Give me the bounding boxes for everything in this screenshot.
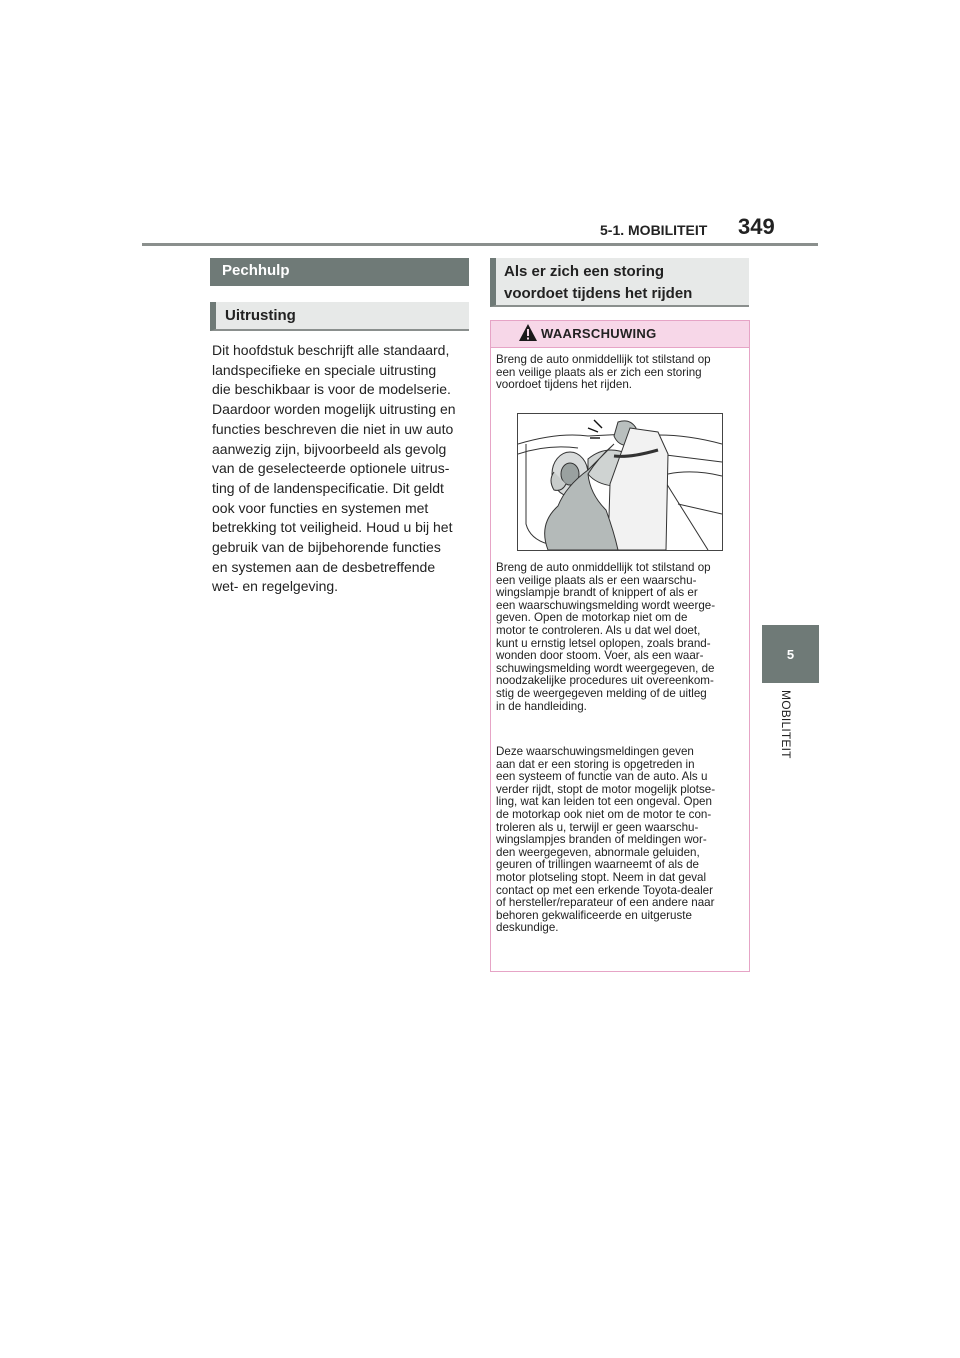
text-line: ook voor functies en systemen met [212,499,429,516]
text-line: landspecifieke en speciale uitrusting [212,361,437,378]
text-line: Breng de auto onmiddellijk tot stilstand op [496,561,711,574]
section-heading-storing [490,258,749,307]
text-line: Breng de auto onmiddellijk tot stilstand op [496,353,711,366]
text-line: geuren of trillingen waarneemt of als de [496,858,700,872]
text-line: een systeem of functie van de auto. Als u [496,770,708,784]
text-line: of hersteller/reparateur of een andere naar [496,896,715,910]
text-line: betrekking tot veiligheid. Houd u bij het [212,519,453,536]
page-number: 349 [738,214,775,239]
heading-line: Als er zich een storing [504,263,665,280]
text-line: Dit hoofdstuk beschrijft alle standaard, [212,342,450,358]
text-line: wingslampjes branden of meldingen wor- [496,833,707,847]
text-line: contact op met een erkende Toyota-dealer [496,883,713,897]
warning-paragraph-3 [496,746,746,935]
text-line: motor plotseling stopt. Neem in dat geval [496,870,707,884]
text-line: die beschikbaar is voor de modelserie. [212,381,451,398]
text-line: behoren gekwalificeerde en uitgeruste [496,908,692,922]
text-line: troleren als u, terwijl er geen waarschu- [496,820,699,834]
text-line: noodzakelijke procedures uit overeenkom- [496,674,714,688]
warning-paragraph-1 [496,354,746,392]
chapter-label [775,690,795,790]
text-line: den weergegeven, abnormale geluiden, [496,845,700,859]
section-title: 5-1. MOBILITEIT [600,222,708,238]
text-line: gebruik van de bijbehorende functies [212,539,441,556]
text-line: kunt u ernstig letsel oplopen, zoals brand- [496,636,711,650]
text-line: een waarschuwingsmelding wordt weerge- [496,598,716,612]
text-line: wet- en regelgeving. [212,578,339,595]
text-line: ling, wat kan leiden tot een ongeval. Open [496,795,712,809]
text-line: functies beschreven die niet in uw auto [212,420,454,437]
warning-title: WAARSCHUWING [541,326,657,341]
text-line: de motorkap ook niet om de motor te con- [496,807,712,821]
text-line: geven. Open de motorkap niet om de [496,611,688,625]
text-line: ting of de landenspecificatie. Dit geldt [212,479,444,496]
text-line: deskundige. [496,921,559,935]
heading-line: voordoet tijdens het rijden [504,285,693,302]
text-line: wonden door stoom. Voer, als een waar- [496,649,704,663]
header-rule [142,243,818,246]
subsection-heading-uitrusting: Uitrusting [210,302,469,331]
text-line: aanwezig zijn, bijvoorbeeld als gevolg [212,440,447,457]
text-line: een veilige plaats als er een waarschu- [496,573,697,587]
text-line: aan dat er een storing is opgetreden in [496,757,695,771]
text-line: schuwingsmelding wordt weergegeven, de [496,661,715,675]
chapter-tab: 5 [762,625,819,683]
warning-paragraph-2 [496,562,746,713]
illustration-drawing [518,414,722,550]
driver-airbag-illustration [517,413,723,551]
text-line: en systemen aan de desbetreffende [212,558,436,575]
body-text [212,341,474,597]
warning-triangle-icon [518,323,538,342]
text-line: in de handleiding. [496,699,587,713]
text-line: van de geselecteerde optionele uitrus- [212,460,450,477]
text-line: verder rijdt, stopt de motor mogelijk plotse- [496,782,716,796]
section-heading-pechhulp: Pechhulp [210,258,469,286]
text-line: voordoet tijdens het rijden. [496,378,632,392]
text-line: motor te controleren. Als u dat wel doet, [496,623,701,637]
text-line: Deze waarschuwingsmeldingen geven [496,745,694,758]
text-line: wingslampje brandt of knippert of als er [496,586,698,600]
text-line: een veilige plaats als er zich een storing [496,365,702,379]
text-line: Daardoor worden mogelijk uitrusting en [212,401,456,418]
text-line: stig de weergegeven melding of de uitleg [496,686,707,700]
chapter-title: MOBILITEIT [779,690,793,759]
